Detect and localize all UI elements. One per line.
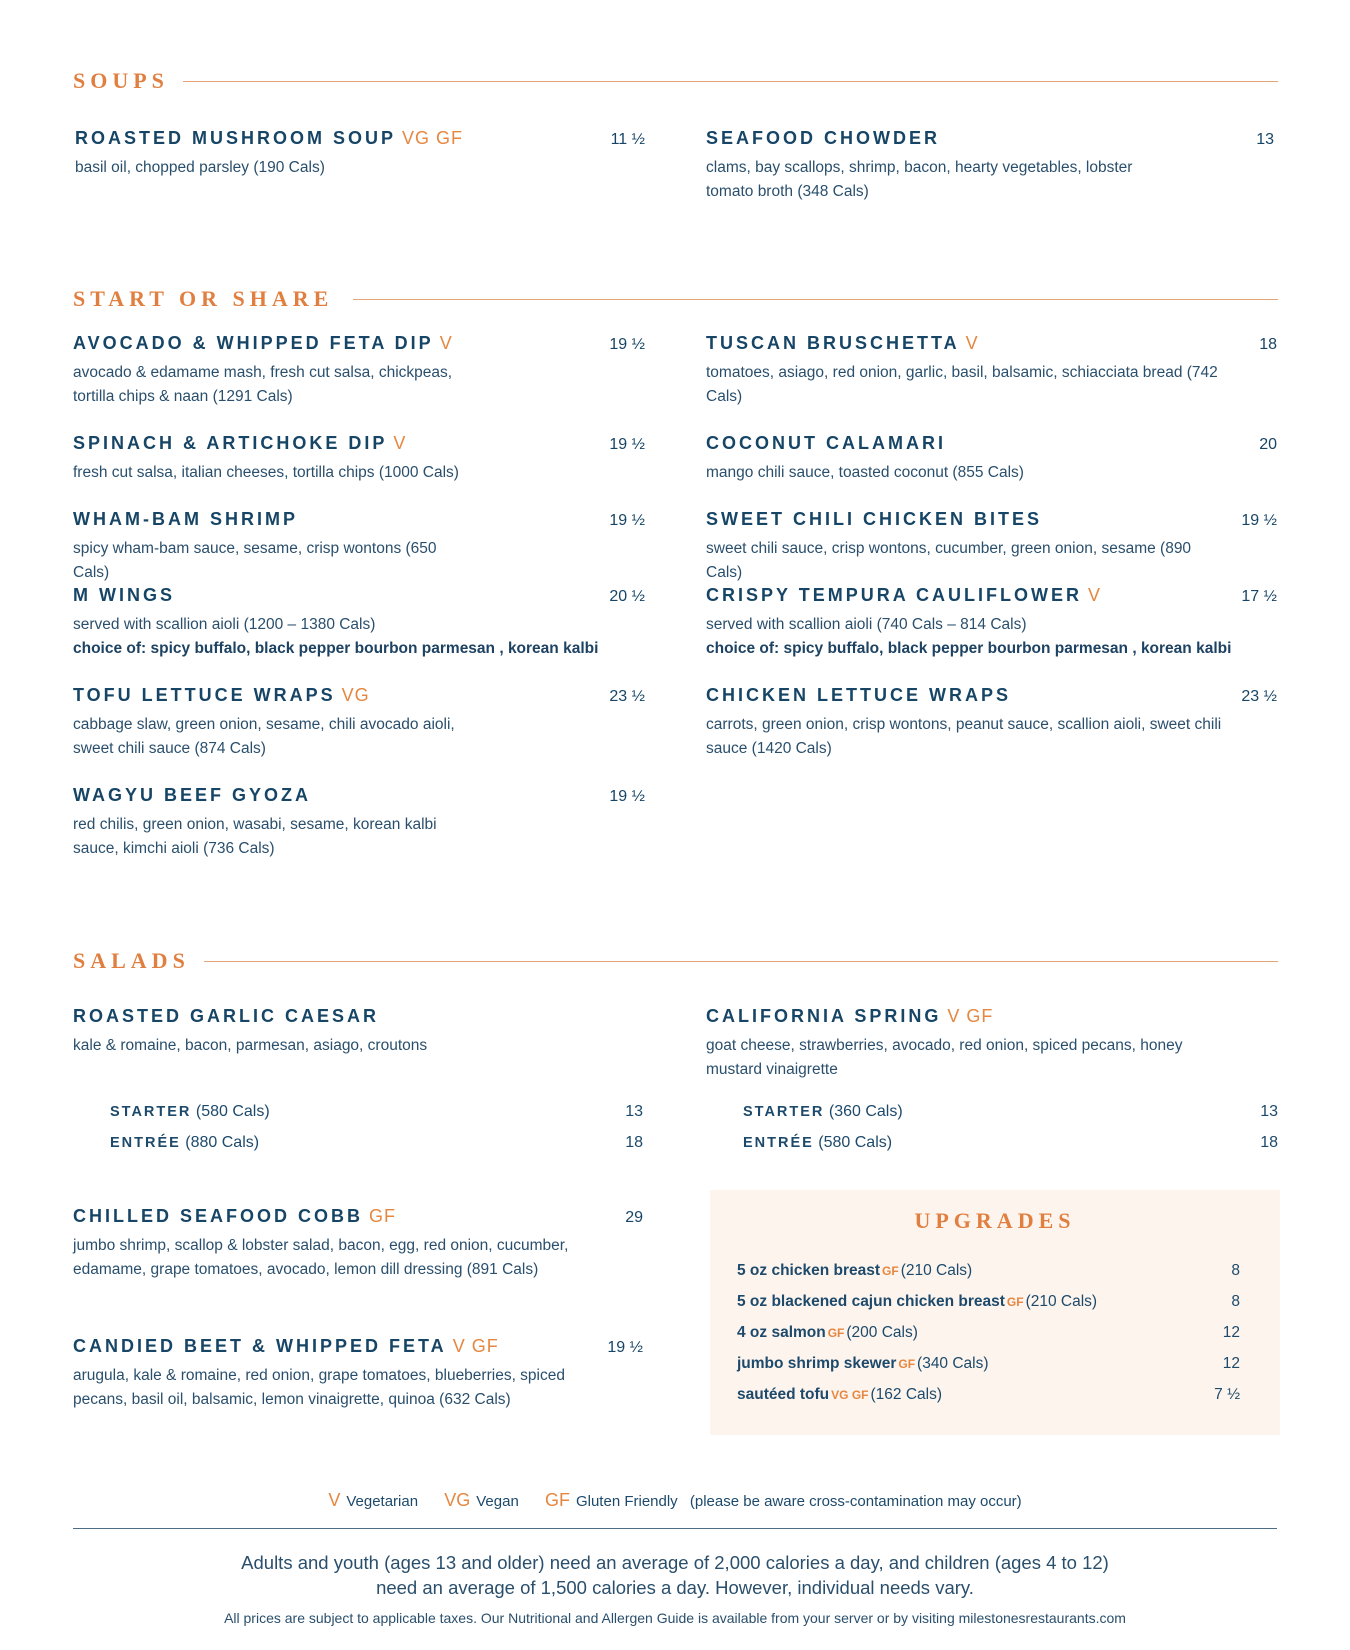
diet-legend: [0, 1490, 1350, 1511]
menu-item: [73, 785, 645, 861]
upgrade-price: 8: [1231, 1262, 1240, 1279]
legend-gf-label: Gluten Friendly: [575, 1493, 678, 1510]
upgrade-name: sautéed tofu: [737, 1386, 830, 1403]
item-name: ROASTED MUSHROOM SOUP: [75, 128, 397, 148]
item-price: 20 ½: [609, 588, 645, 605]
size-row: [743, 1134, 1278, 1152]
diet-tag: V GF: [947, 1006, 994, 1026]
item-price: 19 ½: [609, 512, 645, 529]
upgrades-box: [710, 1190, 1280, 1435]
legend-v-label: Vegetarian: [346, 1493, 419, 1510]
item-description: clams, bay scallops, shrimp, bacon, hearty vegetables, lobster tomato broth (348 Cals): [706, 159, 1133, 200]
upgrade-row: [737, 1355, 1240, 1373]
menu-item: [73, 509, 645, 585]
size-row: [110, 1103, 643, 1121]
item-price: 18: [1259, 336, 1277, 353]
item-price: 19 ½: [1241, 512, 1277, 529]
item-name: TOFU LETTUCE WRAPS: [73, 685, 336, 705]
item-price: 19 ½: [609, 336, 645, 353]
menu-item: [706, 685, 1277, 761]
item-choice: choice of: spicy buffalo, black pepper bourbon parmesan , korean kalbi: [706, 640, 1232, 657]
item-price: 19 ½: [609, 436, 645, 453]
item-description: arugula, kale & romaine, red onion, grape tomatoes, blueberries, spiced pecans, basil oil, balsamic, lemon vinaigrette, quinoa (632 Cals): [73, 1367, 565, 1408]
size-cals: (360 Cals): [828, 1103, 903, 1120]
size-label: STARTER: [110, 1104, 192, 1120]
upgrade-cals: (210 Cals): [900, 1262, 973, 1279]
size-cals: (580 Cals): [195, 1103, 270, 1120]
size-cals: (880 Cals): [185, 1134, 260, 1151]
diet-tag: GF: [827, 1326, 845, 1340]
section-divider: [183, 81, 1278, 82]
size-cals: (580 Cals): [818, 1134, 893, 1151]
item-name: SWEET CHILI CHICKEN BITES: [706, 509, 1043, 529]
size-label: ENTRÉE: [110, 1135, 181, 1151]
diet-tag: V: [965, 333, 979, 353]
section-soups: [73, 68, 1278, 94]
item-description: jumbo shrimp, scallop & lobster salad, bacon, egg, red onion, cucumber, edamame, grape tomatoes, avocado, lemon dill dressing (891 Cals): [73, 1237, 569, 1278]
upgrade-cals: (340 Cals): [917, 1355, 989, 1372]
item-name: ROASTED GARLIC CAESAR: [73, 1006, 380, 1026]
upgrade-price: 7 ½: [1214, 1386, 1240, 1403]
diet-tag: V: [393, 433, 407, 453]
item-description: red chilis, green onion, wasabi, sesame, korean kalbi sauce, kimchi aioli (736 Cals): [73, 816, 437, 857]
item-name: M WINGS: [73, 585, 175, 605]
item-description: carrots, green onion, crisp wontons, peanut sauce, scallion aioli, sweet chili sauce (1420 Cals): [706, 716, 1222, 757]
section-title: START OR SHARE: [73, 286, 334, 311]
item-name: WHAM-BAM SHRIMP: [73, 509, 298, 529]
item-name: AVOCADO & WHIPPED FETA DIP: [73, 333, 434, 353]
item-price: 19 ½: [609, 788, 645, 805]
section-salads: [73, 948, 1278, 974]
upgrade-name: 5 oz chicken breast: [737, 1262, 881, 1279]
diet-tag: V GF: [452, 1336, 499, 1356]
upgrade-cals: (162 Cals): [870, 1386, 942, 1403]
calorie-note-line2: need an average of 1,500 calories a day. However, individual needs vary.: [376, 1577, 974, 1598]
item-name: CHICKEN LETTUCE WRAPS: [706, 685, 1011, 705]
section-start-or-share: [73, 286, 1278, 312]
calorie-note-line1: Adults and youth (ages 13 and older) need an average of 2,000 calories a day, and children (ages 4 to 12): [241, 1552, 1109, 1573]
upgrades-title: UPGRADES: [914, 1208, 1076, 1233]
item-name: TUSCAN BRUSCHETTA: [706, 333, 960, 353]
upgrade-cals: (200 Cals): [846, 1324, 918, 1341]
item-choice: choice of: spicy buffalo, black pepper bourbon parmesan , korean kalbi: [73, 640, 599, 657]
legend-vg: VG: [444, 1490, 471, 1510]
legend-gf: GF: [544, 1490, 570, 1510]
item-price: 23 ½: [1241, 688, 1277, 705]
menu-item: [73, 333, 645, 409]
upgrade-row: [737, 1262, 1240, 1280]
size-price: 13: [625, 1103, 643, 1120]
menu-item: [706, 585, 1277, 661]
section-divider: [353, 299, 1278, 300]
diet-tag: VG: [341, 685, 370, 705]
footer-divider: [73, 1528, 1277, 1529]
item-name: CHILLED SEAFOOD COBB: [73, 1206, 364, 1226]
item-name: CANDIED BEET & WHIPPED FETA: [73, 1336, 447, 1356]
size-price: 18: [625, 1134, 643, 1151]
menu-item: [706, 128, 1274, 204]
size-price: 18: [1260, 1134, 1278, 1151]
upgrade-name: jumbo shrimp skewer: [737, 1355, 897, 1372]
diet-tag: GF: [898, 1357, 916, 1371]
section-title: SOUPS: [73, 68, 169, 93]
diet-tag: GF: [1006, 1295, 1024, 1309]
item-price: 13: [1256, 131, 1274, 148]
menu-item: [73, 433, 645, 485]
item-name: COCONUT CALAMARI: [706, 433, 946, 453]
upgrade-row: [737, 1324, 1240, 1342]
tax-note: All prices are subject to applicable taxes. Our Nutritional and Allergen Guide is available from your server or by visiting milestonesrestaurants.com: [224, 1610, 1126, 1626]
calorie-note: [0, 1550, 1350, 1600]
menu-item: [73, 1006, 643, 1058]
upgrade-row: [737, 1293, 1240, 1311]
item-price: 17 ½: [1241, 588, 1277, 605]
item-description: served with scallion aioli (740 Cals – 814 Cals): [706, 616, 1027, 633]
item-name: WAGYU BEEF GYOZA: [73, 785, 312, 805]
item-description: tomatoes, asiago, red onion, garlic, basil, balsamic, schiacciata bread (742 Cals): [706, 364, 1218, 405]
item-description: fresh cut salsa, italian cheeses, tortilla chips (1000 Cals): [73, 464, 459, 481]
menu-item: [706, 433, 1277, 485]
diet-tag: GF: [369, 1206, 397, 1226]
menu-item: [73, 1336, 643, 1412]
item-description: goat cheese, strawberries, avocado, red onion, spiced pecans, honey mustard vinaigrette: [706, 1037, 1183, 1078]
item-description: served with scallion aioli (1200 – 1380 Cals): [73, 616, 376, 633]
item-price: 19 ½: [607, 1339, 643, 1356]
item-description: basil oil, chopped parsley (190 Cals): [75, 159, 325, 176]
item-description: mango chili sauce, toasted coconut (855 Cals): [706, 464, 1024, 481]
upgrade-row: [737, 1386, 1240, 1404]
menu-item: [73, 685, 645, 761]
upgrade-cals: (210 Cals): [1025, 1293, 1098, 1310]
diet-tag: VG GF: [831, 1388, 869, 1402]
size-row: [110, 1134, 643, 1152]
legend-vg-label: Vegan: [476, 1493, 519, 1510]
diet-tag: V: [1088, 585, 1102, 605]
upgrade-price: 12: [1222, 1324, 1240, 1341]
upgrade-name: 5 oz blackened cajun chicken breast: [737, 1293, 1005, 1310]
item-name: SPINACH & ARTICHOKE DIP: [73, 433, 388, 453]
size-price: 13: [1260, 1103, 1278, 1120]
upgrade-price: 12: [1222, 1355, 1240, 1372]
diet-tag: GF: [882, 1264, 899, 1278]
item-price: 11 ½: [610, 131, 645, 148]
item-description: sweet chili sauce, crisp wontons, cucumber, green onion, sesame (890 Cals): [706, 540, 1192, 581]
size-row: [743, 1103, 1278, 1121]
section-title: SALADS: [73, 948, 190, 973]
item-description: avocado & edamame mash, fresh cut salsa, chickpeas, tortilla chips & naan (1291 Cals): [73, 364, 453, 405]
menu-item: [706, 333, 1277, 409]
legend-note: (please be aware cross-contamination may occur): [689, 1493, 1022, 1510]
size-label: ENTRÉE: [743, 1135, 814, 1151]
size-label: STARTER: [743, 1104, 825, 1120]
menu-item: [73, 1206, 643, 1282]
diet-tag: V: [439, 333, 453, 353]
menu-item: [706, 509, 1277, 585]
menu-item: [75, 128, 645, 180]
menu-item: [706, 1006, 1276, 1082]
item-name: CALIFORNIA SPRING: [706, 1006, 942, 1026]
upgrade-name: 4 oz salmon: [737, 1324, 826, 1341]
menu-item: [73, 585, 645, 661]
diet-tag: VG GF: [402, 128, 464, 148]
item-price: 23 ½: [609, 688, 645, 705]
item-price: 29: [625, 1209, 643, 1226]
section-divider: [204, 961, 1278, 962]
upgrade-price: 8: [1231, 1293, 1240, 1310]
item-name: CRISPY TEMPURA CAULIFLOWER: [706, 585, 1083, 605]
item-price: 20: [1259, 436, 1277, 453]
item-description: kale & romaine, bacon, parmesan, asiago, croutons: [73, 1037, 428, 1054]
item-name: SEAFOOD CHOWDER: [706, 128, 940, 148]
item-description: spicy wham-bam sauce, sesame, crisp wontons (650 Cals): [73, 540, 437, 581]
item-description: cabbage slaw, green onion, sesame, chili avocado aioli, sweet chili sauce (874 Cals): [73, 716, 455, 757]
legend-v: V: [328, 1490, 341, 1510]
